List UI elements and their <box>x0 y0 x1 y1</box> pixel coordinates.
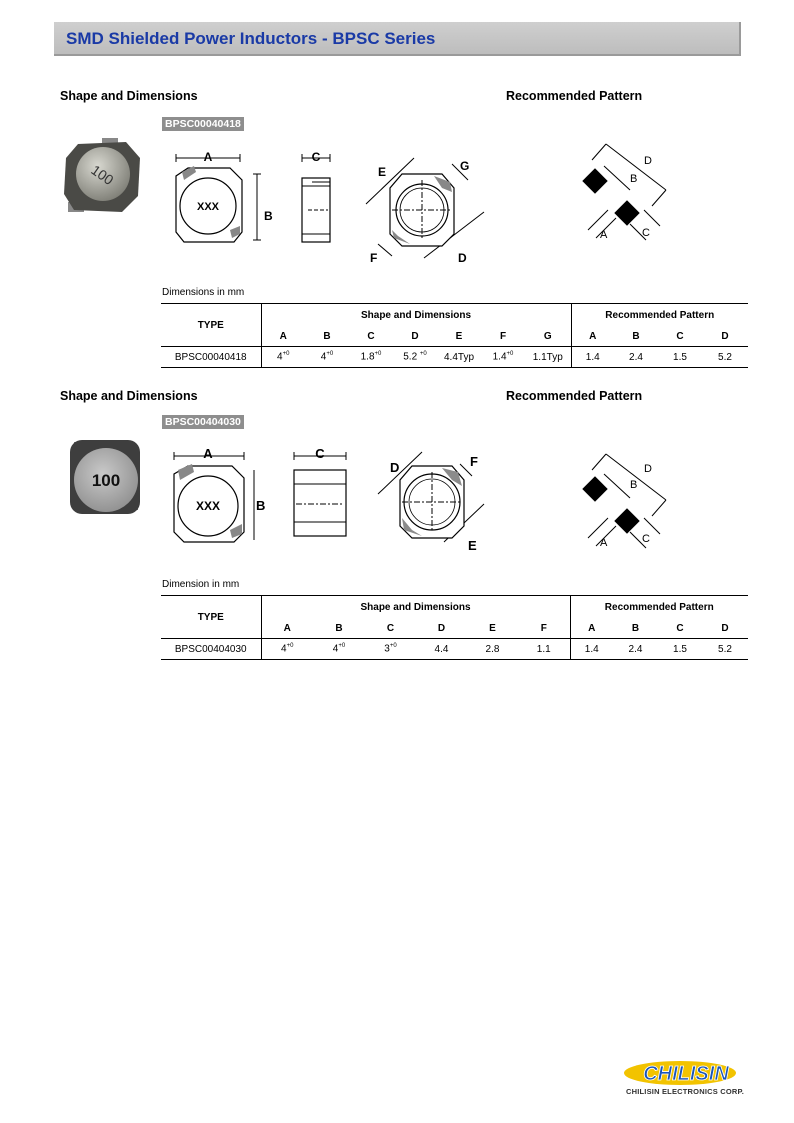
value-cell: $4^{+0}$ <box>261 639 313 660</box>
value-cell: 5.2 <box>702 639 748 660</box>
section1-pattern-title: Recommended Pattern <box>506 89 643 103</box>
value-cell: $4^{+0}$ <box>313 639 365 660</box>
pattern-header: Recommended Pattern <box>570 596 748 619</box>
value-cell: 1.4 <box>571 347 614 368</box>
value-cell: 2.4 <box>614 347 658 368</box>
type-cell: BPSC00404030 <box>161 639 261 660</box>
section1-dim-c-label: C <box>311 150 321 164</box>
value-cell: $3^{+0}$ <box>365 639 416 660</box>
section1-dim-d-label: D <box>458 251 467 265</box>
section2-pattern-title: Recommended Pattern <box>506 389 643 403</box>
company-name: CHILISIN ELECTRONICS CORP. <box>626 1087 744 1096</box>
section1-units-note: Dimensions in mm <box>162 287 245 298</box>
col-header: C <box>676 622 684 634</box>
col-header: E <box>455 330 463 342</box>
value-cell: $4^{+0}$ <box>305 347 349 368</box>
value-cell: 1.1 <box>518 639 570 660</box>
section2-shape-title: Shape and Dimensions <box>60 389 198 403</box>
col-header: G <box>525 326 571 347</box>
value-cell: 4.4Typ <box>437 347 481 368</box>
shape-header: Shape and Dimensions <box>261 596 570 619</box>
value-cell: 5.2 $^{+0}$ <box>393 347 437 368</box>
value-cell: 4.4 <box>416 639 467 660</box>
col-header: F <box>499 330 507 342</box>
section2-dim-f-label: F <box>470 454 478 469</box>
section2-bottom-view-drawing <box>372 446 494 556</box>
section1-pattern-c-label: C <box>642 227 650 239</box>
value-cell: 1.5 <box>658 347 702 368</box>
col-header: B <box>323 330 331 342</box>
section1-part-number: BPSC00040418 <box>162 117 244 131</box>
section2-product-photo <box>66 436 146 516</box>
value-cell: 5.2 <box>702 347 748 368</box>
col-header: D <box>721 330 729 342</box>
section1-dim-e-label: E <box>378 165 387 179</box>
section1-dim-f-label: F <box>370 251 378 265</box>
section2-side-view-drawing <box>288 444 358 550</box>
shape-header: Shape and Dimensions <box>261 304 571 327</box>
section1-dim-a-label: A <box>203 150 213 164</box>
section1-side-view-drawing <box>292 146 342 251</box>
table-row <box>161 639 748 660</box>
section1-drawing-marking: XXX <box>196 201 220 213</box>
col-header: B <box>631 622 640 634</box>
col-header: A <box>283 622 291 634</box>
type-header: TYPE <box>161 304 261 347</box>
section2-pattern-c-label: C <box>642 533 650 545</box>
value-cell: 2.4 <box>613 639 658 660</box>
logo-wordmark: CHILISIN <box>643 1063 729 1085</box>
section1-top-view-drawing <box>160 146 273 251</box>
section2-units-note: Dimension in mm <box>162 579 240 590</box>
section1-spec-table <box>161 303 748 368</box>
section1-pattern-d-label: D <box>644 155 652 167</box>
col-header: C <box>676 330 684 342</box>
col-header: D <box>411 330 419 342</box>
value-cell: 1.1Typ <box>525 347 571 368</box>
value-cell: $1.4^{+0}$ <box>481 347 525 368</box>
section2-dim-d-label: D <box>390 460 400 475</box>
section2-pattern-d-label: D <box>644 463 652 475</box>
col-header: B <box>632 330 640 342</box>
section2-recommended-pattern-drawing <box>578 448 678 558</box>
section2-pattern-b-label: B <box>630 479 638 491</box>
value-cell: $1.8^{+0}$ <box>349 347 393 368</box>
section2-pattern-a-label: A <box>600 537 608 549</box>
section2-drawing-marking: XXX <box>195 499 221 513</box>
section2-part-number: BPSC00404030 <box>162 415 244 429</box>
col-header: B <box>335 622 343 634</box>
header-banner <box>54 22 741 56</box>
type-header: TYPE <box>161 596 261 639</box>
section2-spec-table <box>161 595 748 660</box>
pattern-header: Recommended Pattern <box>571 304 748 327</box>
value-cell: $4^{+0}$ <box>261 347 305 368</box>
page-title: SMD Shielded Power Inductors - BPSC Series <box>66 29 436 48</box>
section1-product-photo <box>60 136 145 216</box>
section1-dim-b-label: B <box>264 209 273 223</box>
section1-recommended-pattern-drawing <box>578 138 678 248</box>
section2-dim-a-label: A <box>203 446 213 461</box>
section1-dim-g-label: G <box>460 159 470 173</box>
section1-pattern-b-label: B <box>630 173 638 185</box>
col-header: C <box>367 330 375 342</box>
col-header: E <box>489 622 496 634</box>
table-row <box>161 347 748 368</box>
section2-dim-b-label: B <box>256 498 266 513</box>
col-header: F <box>518 618 570 639</box>
col-header: A <box>588 622 596 634</box>
col-header: A <box>589 330 597 342</box>
section2-dim-e-label: E <box>468 538 477 553</box>
section1-bottom-view-drawing <box>362 152 492 267</box>
col-header: D <box>721 622 729 634</box>
value-cell: 1.4 <box>570 639 613 660</box>
col-header: A <box>279 330 287 342</box>
type-cell: BPSC00040418 <box>161 347 261 368</box>
col-header: C <box>386 622 395 634</box>
section2-photo-marking: 100 <box>91 471 121 490</box>
value-cell: 1.5 <box>658 639 702 660</box>
section1-shape-title: Shape and Dimensions <box>60 89 198 103</box>
section2-top-view-drawing <box>160 444 272 550</box>
section1-photo-marking: 100 <box>88 161 117 189</box>
section1-pattern-a-label: A <box>600 229 608 241</box>
col-header: D <box>437 622 446 634</box>
section2-dim-c-label: C <box>315 446 325 461</box>
value-cell: 2.8 <box>467 639 518 660</box>
